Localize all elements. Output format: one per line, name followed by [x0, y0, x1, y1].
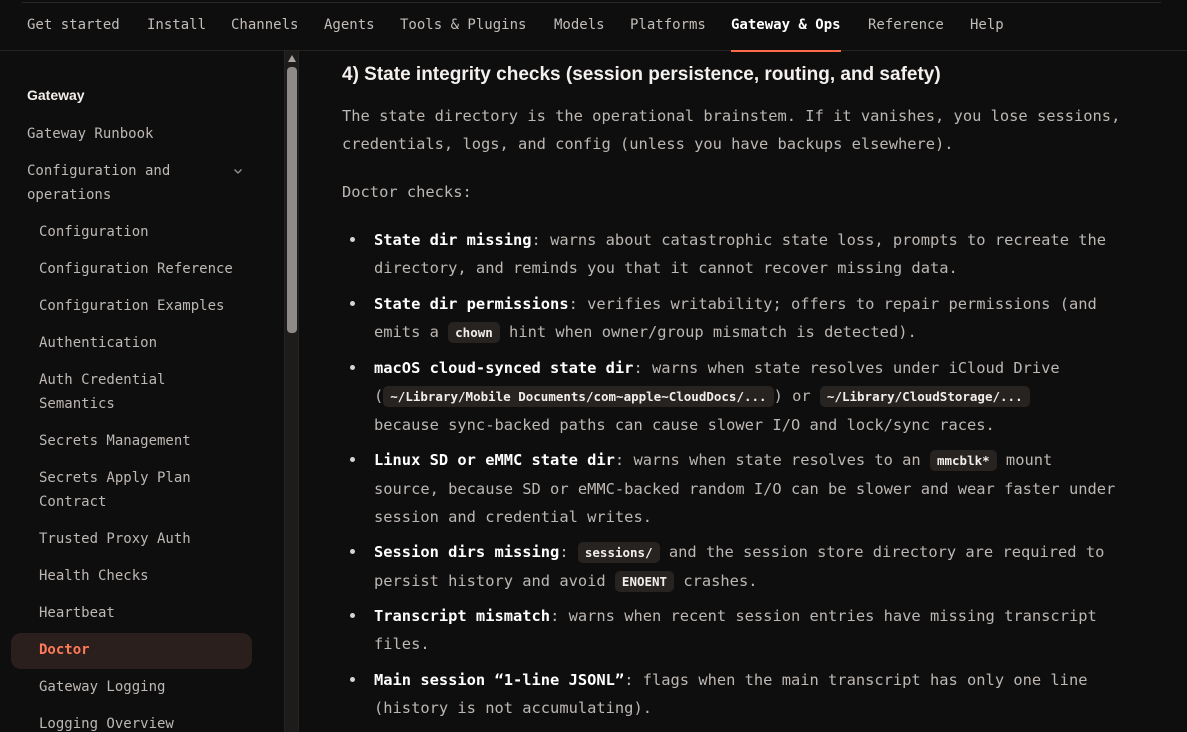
top-divider	[22, 2, 1161, 3]
list-item-text: : warns about catastrophic state loss, prompts to recreate the	[531, 231, 1107, 249]
sidebar-item-label: Auth Credential	[39, 372, 166, 388]
list-item-term: State dir permissions	[374, 295, 569, 313]
bullet-icon	[350, 677, 355, 682]
main-content	[342, 51, 1187, 732]
sidebar-item-configuration-reference[interactable]: Configuration Reference	[39, 261, 233, 277]
list-item-text: : warns when state resolves to an	[614, 451, 930, 469]
sidebar-item-secrets-apply-plan-contract[interactable]	[39, 466, 191, 514]
section-heading: 4) State integrity checks (session persistence, routing, and safety)	[342, 64, 941, 85]
tab-platforms[interactable]: Platforms	[630, 17, 706, 33]
scrollbar-thumb[interactable]	[287, 67, 297, 333]
list-item-text: files.	[374, 635, 430, 653]
inline-code: ENOENT	[615, 571, 674, 592]
tab-reference[interactable]: Reference	[868, 17, 944, 33]
list-item	[374, 290, 1097, 347]
tab-models[interactable]: Models	[554, 17, 605, 33]
list-item-text: and the session store directory are required to	[659, 543, 1105, 561]
top-nav	[0, 0, 1187, 51]
sidebar-item-label: Secrets Apply Plan	[39, 470, 191, 486]
chevron-down-icon[interactable]	[231, 164, 245, 178]
list-item-term: State dir missing	[374, 231, 532, 249]
bullet-icon	[350, 365, 355, 370]
list-item-text: session and credential writes.	[374, 508, 652, 526]
list-item-text: : verifies writability; offers to repair permissions (and	[568, 295, 1097, 313]
list-item-text: emits a	[374, 323, 449, 341]
tab-help[interactable]: Help	[970, 17, 1004, 33]
scroll-up-arrow-icon[interactable]	[288, 55, 296, 62]
list-item-text: :	[559, 543, 578, 561]
list-item-text: (history is not accumulating).	[374, 699, 652, 717]
bullet-icon	[350, 457, 355, 462]
sidebar	[0, 51, 284, 732]
list-item-text: because sync-backed paths can cause slower I/O and lock/sync races.	[374, 416, 995, 434]
sidebar-scrollbar[interactable]	[284, 51, 299, 732]
inline-code: mmcblk*	[930, 450, 997, 471]
inline-code: ~/Library/CloudStorage/...	[820, 386, 1030, 407]
list-item	[374, 538, 1104, 596]
list-item-text: (	[374, 387, 384, 405]
sidebar-item-gateway-runbook[interactable]: Gateway Runbook	[27, 126, 154, 142]
tab-channels[interactable]: Channels	[231, 17, 299, 33]
list-item	[374, 666, 1088, 722]
tab-tools-plugins[interactable]: Tools & Plugins	[400, 17, 527, 33]
list-item-term: Linux SD or eMMC state dir	[374, 451, 615, 469]
tab-agents[interactable]: Agents	[324, 17, 375, 33]
list-item-text: : flags when the main transcript has only one line	[624, 671, 1088, 689]
sidebar-item-label: operations	[27, 187, 112, 203]
list-item	[374, 354, 1060, 439]
sidebar-item-label: Contract	[39, 494, 107, 510]
list-item	[374, 446, 1115, 531]
tab-get-started[interactable]: Get started	[27, 17, 120, 33]
list-item-text: ) or	[773, 387, 820, 405]
list-item-text: source, because SD or eMMC-backed random I/O can be slower and wear faster under	[374, 480, 1116, 498]
bullet-icon	[350, 301, 355, 306]
sidebar-item-configuration-and-operations[interactable]	[27, 159, 170, 207]
list-item-text: persist history and avoid	[374, 572, 615, 590]
list-item-term: Main session “1-line JSONL”	[374, 671, 625, 689]
intro-paragraph	[342, 102, 1120, 158]
inline-code: chown	[448, 322, 500, 343]
bullet-icon	[350, 237, 355, 242]
sidebar-item-heartbeat[interactable]: Heartbeat	[39, 605, 115, 621]
sidebar-item-gateway-logging[interactable]: Gateway Logging	[39, 679, 166, 695]
list-item-term: Session dirs missing	[374, 543, 560, 561]
list-item-text: : warns when state resolves under iCloud Drive	[633, 359, 1060, 377]
sidebar-item-label: Configuration and	[27, 163, 171, 179]
list-item-text: crashes.	[674, 572, 758, 590]
list-item	[374, 602, 1097, 658]
doctor-checks-label: Doctor checks:	[342, 183, 472, 201]
list-item-term: Transcript mismatch	[374, 607, 551, 625]
sidebar-item-trusted-proxy-auth[interactable]: Trusted Proxy Auth	[39, 531, 191, 547]
sidebar-item-health-checks[interactable]: Health Checks	[39, 568, 149, 584]
inline-code: ~/Library/Mobile Documents/com~apple~CloudDocs/...	[383, 386, 773, 407]
list-item-text: hint when owner/group mismatch is detected).	[499, 323, 917, 341]
sidebar-item-configuration[interactable]: Configuration	[39, 224, 149, 240]
sidebar-item-configuration-examples[interactable]: Configuration Examples	[39, 298, 225, 314]
list-item-text: : warns when recent session entries have missing transcript	[550, 607, 1097, 625]
sidebar-item-secrets-management[interactable]: Secrets Management	[39, 433, 191, 449]
sidebar-item-doctor[interactable]: Doctor	[39, 642, 90, 658]
tab-gateway-ops[interactable]: Gateway & Ops	[731, 17, 841, 51]
sidebar-item-authentication[interactable]: Authentication	[39, 335, 158, 351]
inline-code: sessions/	[578, 542, 660, 563]
bullet-icon	[350, 549, 355, 554]
sidebar-item-label: Semantics	[39, 396, 115, 412]
sidebar-item-logging-overview[interactable]: Logging Overview	[39, 716, 174, 732]
intro-line: credentials, logs, and config (unless you have backups elsewhere).	[342, 135, 954, 153]
list-item-term: macOS cloud-synced state dir	[374, 359, 634, 377]
sidebar-item-auth-credential-semantics[interactable]	[39, 368, 165, 416]
bullet-icon	[350, 613, 355, 618]
list-item-text: mount	[996, 451, 1053, 469]
sidebar-heading: Gateway	[27, 87, 85, 103]
list-item	[374, 226, 1106, 282]
list-item-text: directory, and reminds you that it cannot recover missing data.	[374, 259, 958, 277]
intro-line: The state directory is the operational brainstem. If it vanishes, you lose sessions,	[342, 107, 1121, 125]
tab-install[interactable]: Install	[147, 17, 207, 33]
